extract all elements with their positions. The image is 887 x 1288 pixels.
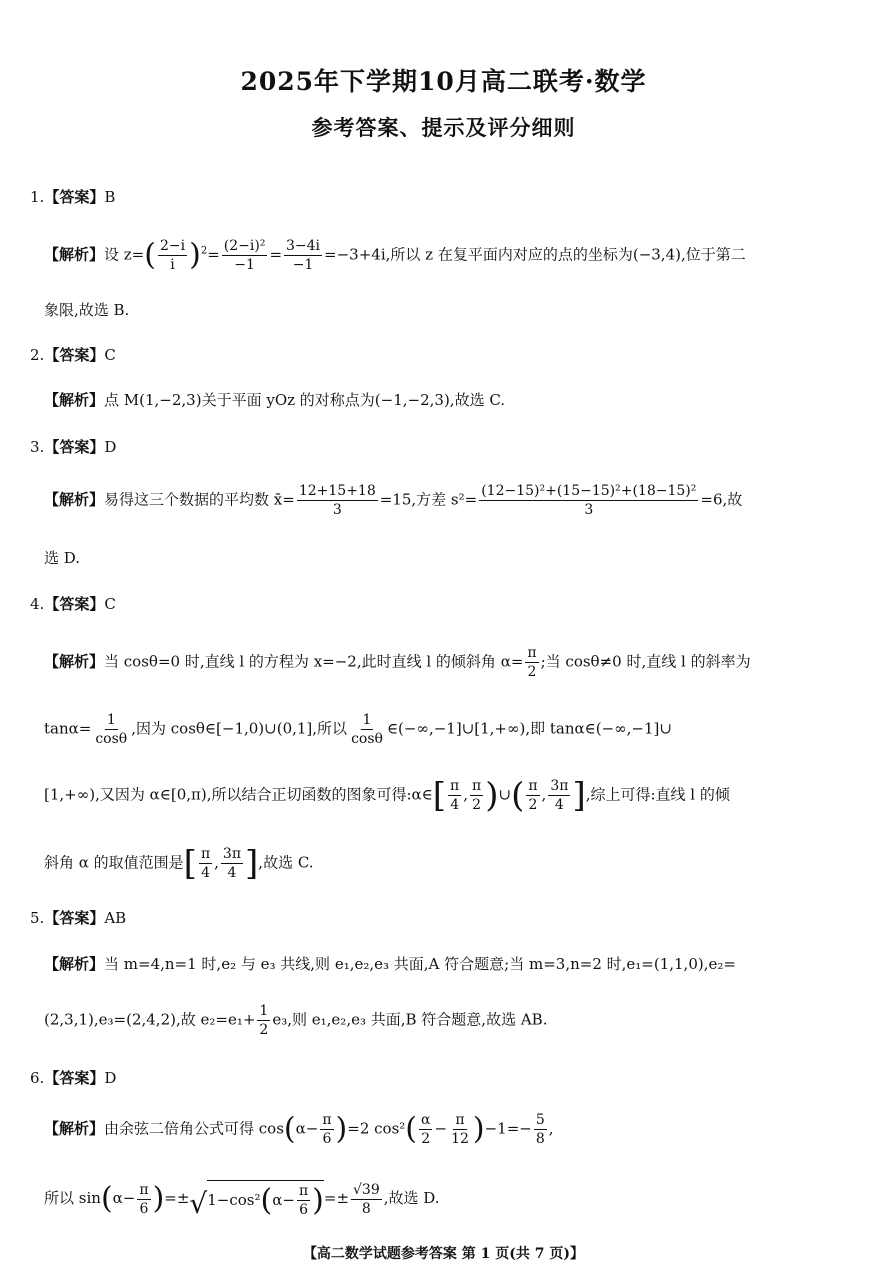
page-title: 2025年下学期10月高二联考·数学 [240,67,647,96]
question-4-analysis-line3: [1,+∞),又因为 α∈[0,π),所以结合正切函数的图象可得:α∈[ $\frac{\pi}{4}$ , $\frac{\pi}{2}$ )∪( $\frac{\pi}{2}$ , $\frac{3\pi}{4}$ ],综上可得:直线 l 的倾 [44,775,730,816]
page-subtitle: 参考答案、提示及评分细则 [311,115,576,140]
question-4-analysis: 【解析】当 cosθ=0 时,直线 l 的方程为 x=−2,此时直线 l 的倾斜角 α= $\frac{\pi}{2}$ ;当 cosθ≠0 时,直线 l 的斜率为 [44,645,751,681]
question-2-analysis: 【解析】点 M(1,−2,3)关于平面 yOz 的对称点为(−1,−2,3),故选 C. [44,391,506,409]
question-5-analysis: 【解析】当 m=4,n=1 时,e₂ 与 e₃ 共线,则 e₁,e₂,e₃ 共面,A 符合题意;当 m=3,n=2 时,e₁=(1,1,0),e₂= [44,955,736,973]
question-4-analysis-line4: 斜角 α 的取值范围是[ $\frac{\pi}{4}$ , $\frac{3\pi}{4}$ ],故选 C. [44,843,314,884]
question-6-analysis-line2: 所以 sin(α− $\frac{\pi}{6}$ )=± √ 1−cos² ( α− $\frac{\pi}{6}$ ) =± $\frac{√39}{8}$ ,故选 D. [44,1181,440,1221]
question-6-answer: 6.【答案】D [30,1069,117,1087]
question-3-analysis-cont: 选 D. [44,549,81,567]
question-2-answer: 2.【答案】C [30,346,116,364]
question-3-analysis: 【解析】易得这三个数据的平均数 x̄= $\frac{12+15+18}{3}$ =15,方差 s²= $\frac{\text{(12−15)²+(15−15)²+(18−15)²}}{3}$ =6,故 [44,483,743,519]
question-4-answer: 4.【答案】C [30,595,116,613]
question-5-answer: 5.【答案】AB [30,909,127,927]
question-3-answer: 3.【答案】D [30,438,117,456]
question-4-analysis-line2: tanα= $\frac{1}{\cos\theta}$ ,因为 cosθ∈[−1,0)∪(0,1],所以 $\frac{1}{\cos\theta}$ ∈(−∞,−1]∪[1,+∞),即 tanα∈(−∞,−1]∪ [44,712,672,748]
question-6-analysis: 【解析】由余弦二倍角公式可得 cos(α− $\frac{\pi}{6}$ )=2 cos²( $\frac{\alpha}{2}$ − $\frac{\pi}{12}$ )−1=− $\frac{5}{8}$ , [44,1111,554,1148]
question-1-analysis: 【解析】设 z=( $\frac{2-i}{i}$ )$^2$= $\frac{\text{(2−i)²}}{-1}$ = $\frac{3-4i}{-1}$ =−3+4i,所以 z 在复平面内对应的点的坐标为(−3,4),位于第二 [44,237,746,274]
square-root: √ 1−cos² ( α− $\frac{\pi}{6}$ ) [189,1180,323,1218]
question-1-analysis-cont: 象限,故选 B. [44,301,130,319]
page-footer: 【高二数学试题参考答案 第 1 页(共 7 页)】 [302,1246,585,1262]
question-5-analysis-line2: (2,3,1),e₃=(2,4,2),故 e₂=e₁+ $\frac{1}{2}$ e₃,则 e₁,e₂,e₃ 共面,B 符合题意,故选 AB. [44,1003,548,1039]
question-1-answer: 1.【答案】B [30,188,116,206]
